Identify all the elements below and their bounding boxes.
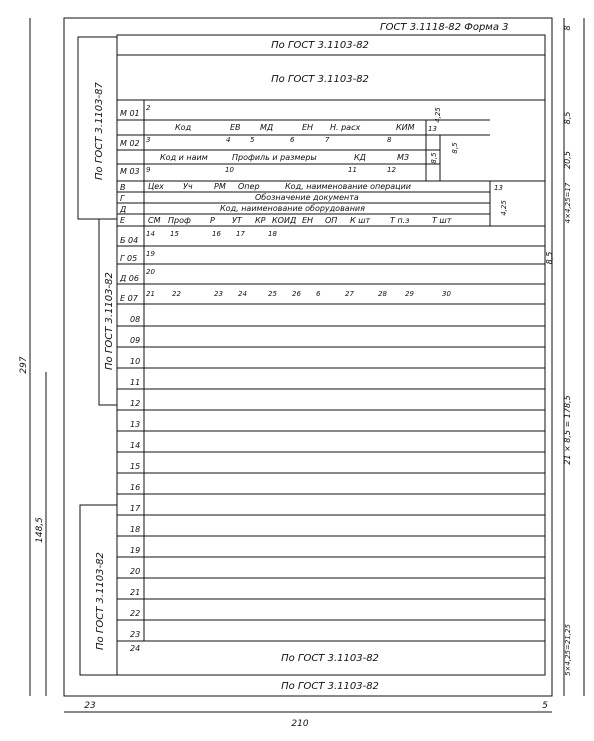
- svg-text:20: 20: [146, 268, 155, 276]
- svg-text:Е 07: Е 07: [120, 294, 138, 303]
- svg-text:13: 13: [130, 420, 141, 429]
- row-label-m03: М 03: [120, 167, 140, 176]
- svg-text:2: 2: [146, 104, 151, 112]
- svg-text:21: 21: [146, 290, 155, 298]
- svg-text:4×4,25=17: 4×4,25=17: [564, 182, 572, 224]
- svg-text:23: 23: [214, 290, 223, 298]
- svg-text:15: 15: [130, 462, 141, 471]
- col-kod-naim-obor: Код, наименование оборудования: [220, 204, 365, 213]
- bottom-outside-label: По ГОСТ 3.1103-82: [281, 681, 379, 692]
- col-oboznach-doc: Обозначение документа: [255, 193, 359, 202]
- row-label-m02: М 02: [120, 139, 140, 148]
- top-stamp-label: По ГОСТ 3.1103-82: [271, 40, 369, 51]
- col-kr: КР: [255, 216, 266, 225]
- svg-text:22: 22: [130, 609, 141, 618]
- svg-text:8,5: 8,5: [563, 111, 572, 125]
- title-block-label: По ГОСТ 3.1103-82: [271, 74, 369, 85]
- svg-text:25: 25: [268, 290, 277, 298]
- svg-text:09: 09: [130, 336, 141, 345]
- row-label-v: В: [120, 183, 126, 192]
- col-ut: УТ: [232, 216, 242, 225]
- svg-text:24: 24: [130, 644, 141, 653]
- svg-text:29: 29: [405, 290, 414, 298]
- svg-text:17: 17: [236, 230, 245, 238]
- col-tpz: Т п.з: [390, 216, 410, 225]
- col-ev: ЕВ: [230, 123, 241, 132]
- svg-text:19: 19: [146, 250, 155, 258]
- svg-text:22: 22: [172, 290, 181, 298]
- svg-text:Б 04: Б 04: [120, 236, 139, 245]
- col-kshht: К шт: [350, 216, 371, 225]
- svg-text:10: 10: [130, 357, 141, 366]
- col-sm: СМ: [148, 216, 161, 225]
- row-lines: [117, 246, 545, 641]
- col-md: МД: [260, 123, 274, 132]
- col-kod-naim: Код и наим: [160, 153, 208, 162]
- col-mz: МЗ: [397, 153, 410, 162]
- svg-text:4,25: 4,25: [500, 200, 508, 216]
- svg-text:13: 13: [494, 184, 503, 192]
- svg-text:9: 9: [146, 166, 151, 174]
- svg-text:3: 3: [146, 136, 151, 144]
- svg-text:30: 30: [442, 290, 451, 298]
- svg-text:5: 5: [542, 701, 548, 711]
- svg-text:297: 297: [19, 356, 29, 374]
- left-stamp-middle-label: По ГОСТ 3.1103-82: [104, 272, 115, 370]
- svg-text:5: 5: [250, 136, 255, 144]
- col-r: Р: [210, 216, 215, 225]
- col-kod-naim-oper: Код, наименование операции: [285, 182, 411, 191]
- svg-text:210: 210: [291, 719, 309, 729]
- col-profil: Профиль и размеры: [232, 153, 317, 162]
- col-n-rash: Н. расх: [330, 123, 361, 132]
- svg-text:10: 10: [225, 166, 234, 174]
- svg-text:8: 8: [387, 136, 392, 144]
- left-stamp-upper-label: По ГОСТ 3.1103-87: [94, 82, 105, 180]
- svg-text:14: 14: [130, 441, 141, 450]
- col-kod: Код: [175, 123, 192, 132]
- svg-text:Г 05: Г 05: [120, 254, 138, 263]
- col-rm: РМ: [214, 182, 226, 191]
- col-tsht: Т шт: [432, 216, 452, 225]
- svg-text:8: 8: [563, 25, 572, 31]
- row-number-labels: [119, 236, 141, 653]
- svg-text:21 × 8,5 = 178,5: 21 × 8,5 = 178,5: [563, 395, 572, 465]
- svg-text:4: 4: [226, 136, 231, 144]
- row-label-g: Г: [120, 194, 125, 203]
- svg-text:7: 7: [325, 136, 330, 144]
- svg-text:20,5: 20,5: [563, 151, 572, 169]
- svg-text:12: 12: [130, 399, 141, 408]
- svg-text:23: 23: [84, 701, 96, 711]
- svg-text:28: 28: [378, 290, 387, 298]
- col-op: ОП: [325, 216, 338, 225]
- svg-text:8,5: 8,5: [545, 251, 554, 265]
- form-title: ГОСТ 3.1118-82 Форма 3: [380, 22, 509, 33]
- svg-text:19: 19: [130, 546, 141, 555]
- svg-text:11: 11: [348, 166, 357, 174]
- col-en2: ЕН: [302, 216, 314, 225]
- svg-text:12: 12: [387, 166, 396, 174]
- col-koid: КОИД: [272, 216, 297, 225]
- svg-text:8,5: 8,5: [430, 152, 438, 164]
- col-en: ЕН: [302, 123, 314, 132]
- svg-text:26: 26: [292, 290, 301, 298]
- svg-text:6: 6: [290, 136, 295, 144]
- row-label-d: Д: [120, 205, 127, 214]
- svg-text:20: 20: [130, 567, 141, 576]
- svg-text:18: 18: [268, 230, 277, 238]
- svg-text:17: 17: [130, 504, 141, 513]
- row-label-e: Е: [120, 216, 126, 225]
- col-prof: Проф: [168, 216, 191, 225]
- svg-text:13: 13: [428, 125, 437, 133]
- svg-text:15: 15: [170, 230, 179, 238]
- col-kd: КД: [354, 153, 366, 162]
- svg-text:5×4,25=21,25: 5×4,25=21,25: [564, 624, 572, 676]
- row-label-m01: М 01: [120, 109, 140, 118]
- svg-text:16: 16: [212, 230, 221, 238]
- svg-text:11: 11: [130, 378, 141, 387]
- svg-text:4,25: 4,25: [434, 107, 442, 123]
- svg-text:14: 14: [146, 230, 155, 238]
- svg-text:Д 06: Д 06: [120, 274, 139, 283]
- col-tseh: Цех: [148, 182, 164, 191]
- col-kim: КИМ: [396, 123, 415, 132]
- left-stamp-lower-label: По ГОСТ 3.1103-82: [95, 552, 106, 650]
- svg-text:27: 27: [345, 290, 354, 298]
- svg-text:24: 24: [238, 290, 247, 298]
- bottom-inside-label: По ГОСТ 3.1103-82: [281, 653, 379, 664]
- svg-text:8,5: 8,5: [451, 142, 459, 154]
- col-uch: Уч: [183, 182, 193, 191]
- col-oper: Опер: [238, 182, 260, 191]
- svg-text:23: 23: [130, 630, 141, 639]
- svg-text:18: 18: [130, 525, 141, 534]
- svg-text:6: 6: [316, 290, 321, 298]
- svg-text:16: 16: [130, 483, 141, 492]
- svg-text:21: 21: [130, 588, 141, 597]
- svg-text:148,5: 148,5: [35, 517, 45, 543]
- svg-text:08: 08: [130, 315, 141, 324]
